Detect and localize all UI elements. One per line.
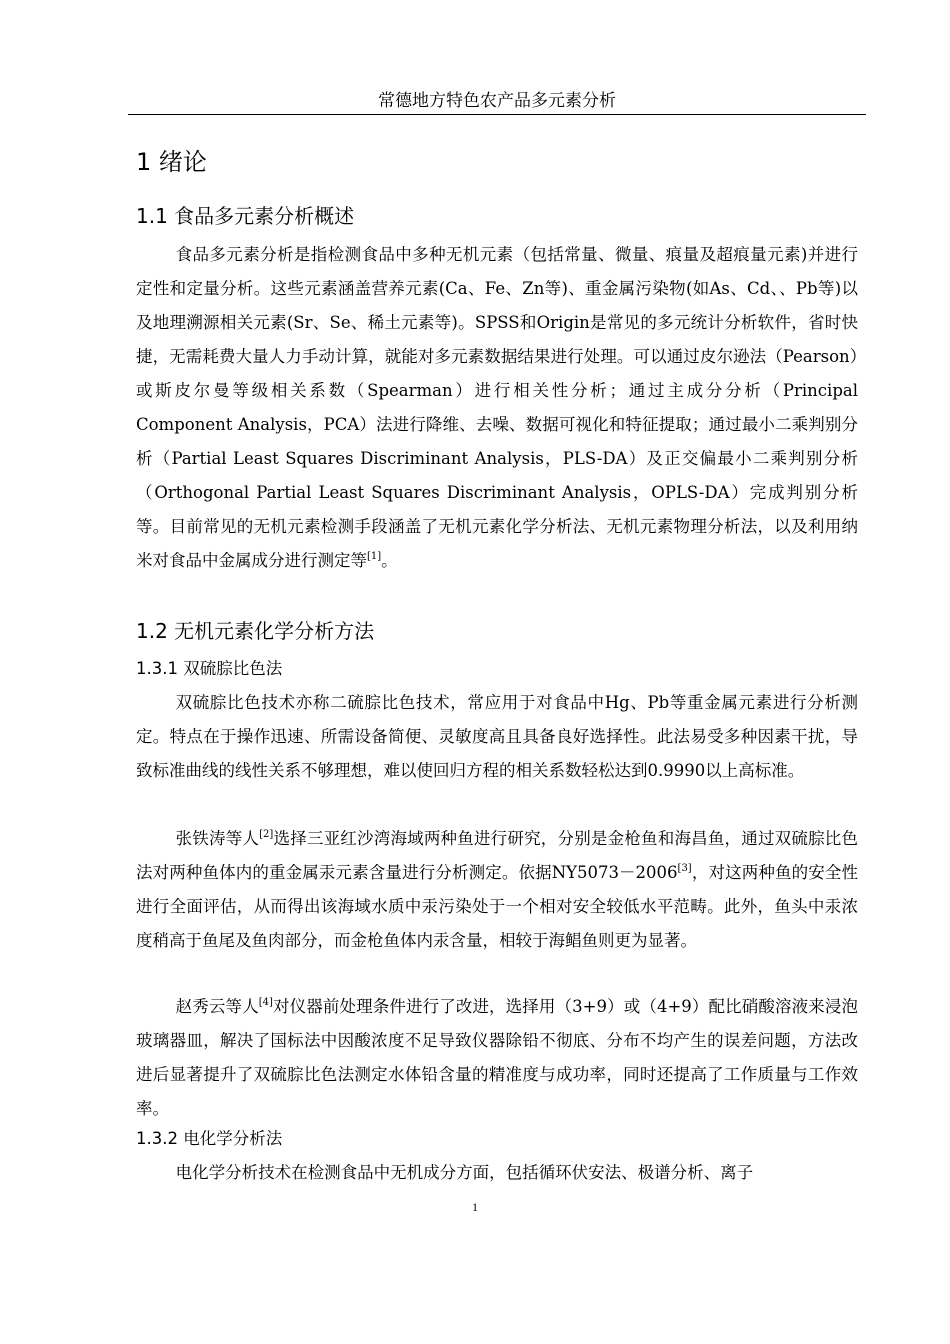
- section-heading-1-2: 1.2 无机元素化学分析方法: [136, 619, 375, 643]
- header-rule: [128, 114, 866, 115]
- paragraph-electrochemistry: 电化学分析技术在检测食品中无机成分方面，包括循环伏安法、极谱分析、离子: [175, 1163, 754, 1182]
- paragraph-overview: [136, 238, 858, 578]
- citation-2: [2]: [259, 829, 274, 840]
- section-heading-1-1: 1.1 食品多元素分析概述: [136, 204, 355, 228]
- paragraph-zhang-study: [136, 822, 858, 958]
- page-number: 1: [472, 1200, 478, 1214]
- citation-4: [4]: [258, 997, 273, 1008]
- running-header: 常德地方特色农产品多元素分析: [378, 91, 616, 111]
- chapter-title: 1 绪论: [136, 148, 207, 176]
- subsection-heading-1-3-2: 1.3.2 电化学分析法: [136, 1129, 283, 1148]
- citation-3: [3]: [677, 863, 692, 874]
- citation-1: [1]: [367, 551, 382, 562]
- paragraph-zhang-text-c: ，对这两种鱼的安全性进行全面评估，从而得出该海域水质中汞污染处于一个相对安全较低水平范畴。此外，鱼头中汞浓度稍高于鱼尾及鱼肉部分，而金枪鱼体内汞含量，相较于海鲳鱼则更为显著。: [136, 863, 859, 950]
- paragraph-zhang-text-b: 选择三亚红沙湾海域两种鱼进行研究，分别是金枪鱼和海昌鱼，通过双硫腙比色法对两种鱼体内的重金属汞元素含量进行分析测定。依据NY5073－2006: [136, 829, 859, 882]
- subsection-heading-1-3-1: 1.3.1 双硫腙比色法: [136, 659, 283, 678]
- paragraph-zhao-text-b: 对仪器前处理条件进行了改进，选择用（3+9）或（4+9）配比硝酸溶液来浸泡玻璃器皿，解决了国标法中因酸浓度不足导致仪器除铅不彻底、分布不均产生的误差问题，方法改进后显著提升了双硫腙比色法测定水体铅含量的精准度与成功率，同时还提高了工作质量与工作效率。: [136, 997, 858, 1118]
- paragraph-overview-text: 食品多元素分析是指检测食品中多种无机元素（包括常量、微量、痕量及超痕量元素)并进行定性和定量分析。这些元素涵盖营养元素(Ca、Fe、Zn等)、重金属污染物(如As、Cd、、Pb等)以及地理溯源相关元素(Sr、Se、稀土元素等)。SPSS和Origin是常见的多元统计分析软件，省时快捷，无需耗费大量人力手动计算，就能对多元素数据结果进行处理。可以通过皮尔逊法（Pearson）或斯皮尔曼等级相关系数（Spearman）进行相关性分析；通过主成分分析（Principal Component Analysis，PCA）法进行降维、去噪、数据可视化和特征提取；通过最小二乘判别分析（Partial Least Squares Discriminant Analysis，PLS-DA）及正交偏最小二乘判别分析（Orthogonal Partial Least Squares Discriminant Analysis，OPLS-DA）完成判别分析等。目前常见的无机元素检测手段涵盖了无机元素化学分析法、无机元素物理分析法，以及利用纳米对食品中金属成分进行测定等: [136, 245, 858, 570]
- paragraph-zhao-study: [136, 990, 858, 1126]
- paragraph-overview-end: 。: [381, 551, 398, 570]
- paragraph-zhang-text-a: 张铁涛等人: [175, 829, 260, 848]
- paragraph-dithizone-intro: 双硫腙比色技术亦称二硫腙比色技术，常应用于对食品中Hg、Pb等重金属元素进行分析测定。特点在于操作迅速、所需设备简便、灵敏度高且具备良好选择性。此法易受多种因素干扰，导致标准曲线的线性关系不够理想，难以使回归方程的相关系数轻松达到0.9990以上高标准。: [136, 693, 858, 780]
- paragraph-zhao-text-a: 赵秀云等人: [175, 997, 259, 1016]
